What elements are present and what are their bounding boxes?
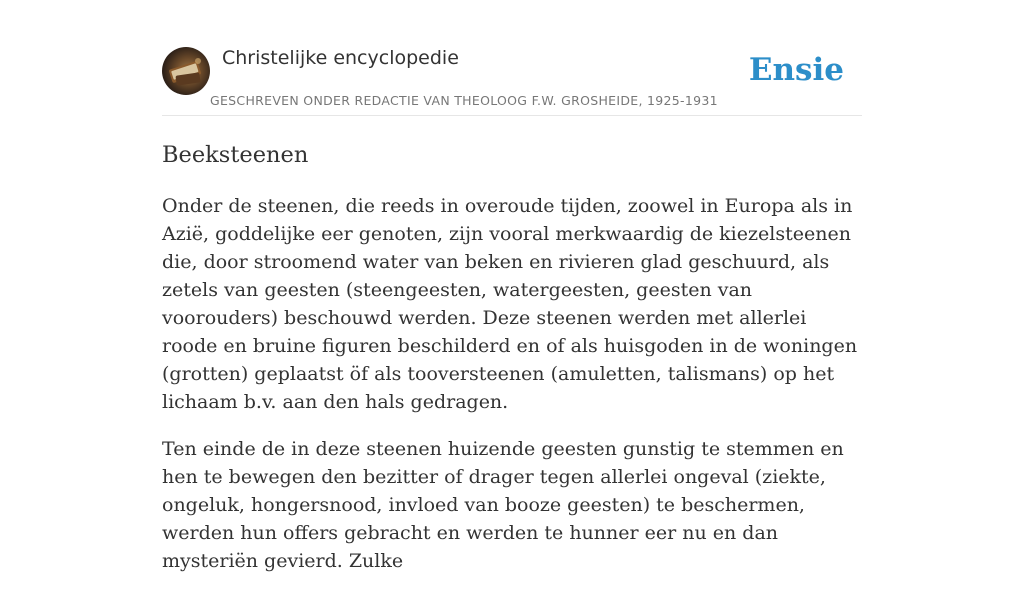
article-paragraph: Onder de steenen, die reeds in overoude tijden, zoowel in Europa als in Azië, goddelijke eer genoten, zijn vooral merkwaardig de kiezelsteenen die, door stroomend water van beken en rivieren glad geschuurd, als zetels van geesten (steengeesten, watergeesten, geesten van voorouders) beschouwd werden. Deze steenen werden met allerlei roode en bruine figuren beschilderd en of als huisgoden in de woningen (grotten) geplaatst öf als tooversteenen (amuletten, talismans) op het lichaam b.v. aan den hals gedragen. [162,195,858,413]
article-title: Beeksteenen [162,142,309,168]
site-title[interactable]: Christelijke encyclopedie [222,47,459,69]
article-body [162,192,862,594]
book-photo-icon[interactable] [162,47,210,95]
brand-logo[interactable]: Ensie [748,52,844,88]
site-subtitle: GESCHREVEN ONDER REDACTIE VAN THEOLOOG F.W. GROSHEIDE, 1925-1931 [210,93,718,108]
article-paragraph: Ten einde de in deze steenen huizende geesten gunstig te stemmen en hen te bewegen den bezitter of drager tegen allerlei ongeval (ziekte, ongeluk, hongersnood, invloed van booze geesten) te beschermen, werden hun offers gebracht en werden te hunner eer nu en dan mysteriën gevierd. Zulke [162,438,844,572]
site-header [162,46,862,116]
